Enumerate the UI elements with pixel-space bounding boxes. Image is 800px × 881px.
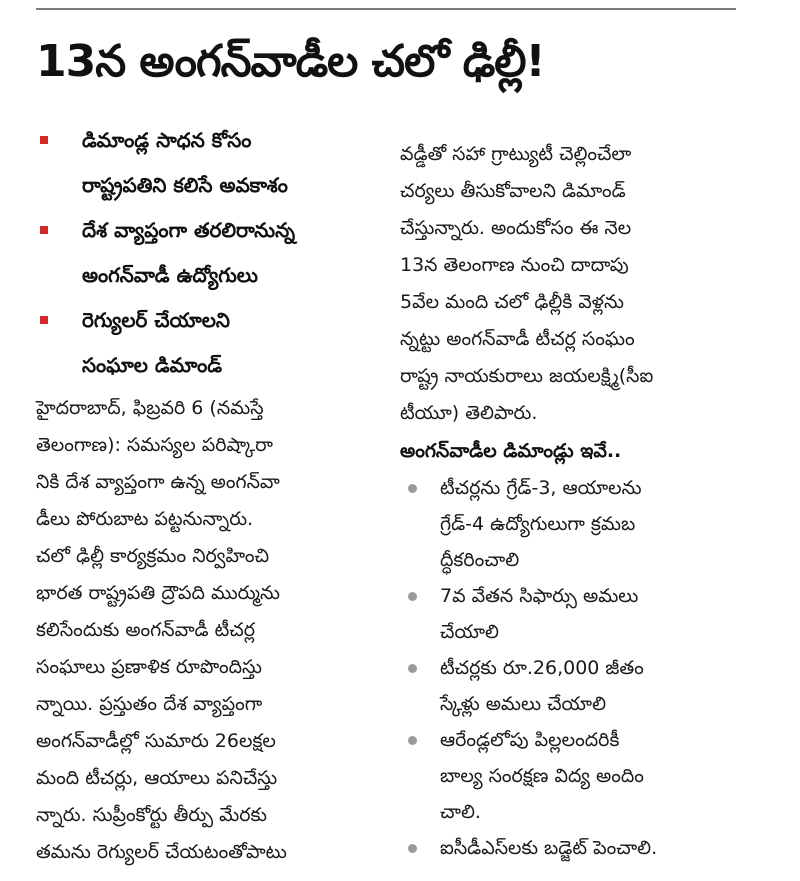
demand-line: ద్ధీకరించాలి [440, 549, 520, 571]
demand-line: చాలి. [440, 801, 481, 823]
demands-heading: అంగన్‌వాడీల డిమాండ్లు ఇవే.. [400, 440, 622, 462]
demand-line: గ్రేడ్‌-4 ఉద్యోగులుగా క్రమబ [440, 513, 636, 535]
demand-line: బాల్య సంరక్షణ విద్య అందిం [440, 765, 644, 787]
body-line: భారత రాష్ట్రపతి ద్రౌపది ముర్మును [36, 582, 280, 604]
highlight-line: రెగ్యులర్‌ చేయాలని [82, 308, 230, 332]
demand-line: ఐసీడీఎస్‌లకు బడ్జెట్‌ పెంచాలి. [440, 837, 658, 859]
body-line: హైదరాబాద్‌, ఫిబ్రవరి 6 (నమస్తే [36, 397, 264, 419]
highlight-item [36, 208, 386, 298]
highlight-item [36, 118, 386, 208]
body-line: టీయూ) తెలిపారు. [400, 402, 538, 424]
body-line: చేస్తున్నారు. అందుకోసం ఈ నెల [400, 217, 632, 239]
grey-dot-bullet-icon [408, 844, 417, 853]
demands-list [400, 470, 750, 866]
body-line: సంఘాలు ప్రణాళిక రూపొందిస్తు [36, 656, 262, 678]
demand-line: టీచర్లకు రూ.26,000 జీతం [440, 657, 644, 679]
demand-line: స్కేళ్లు అమలు చేయాలి [440, 693, 606, 715]
right-column [400, 136, 750, 866]
body-line: అంగన్‌వాడీల్లో సుమారు 26లక్షల [36, 730, 276, 752]
red-square-bullet-icon [40, 226, 48, 234]
demand-item [400, 830, 750, 866]
demand-line: 7వ వేతన సిఫార్సు అమలు [440, 585, 639, 607]
grey-dot-bullet-icon [408, 736, 417, 745]
demand-item [400, 578, 750, 650]
top-rule [36, 8, 736, 10]
highlight-line: సంఘాల డిమాండ్‌ [82, 353, 223, 377]
body-line: రాష్ట్ర నాయకురాలు జయలక్ష్మి(సీఐ [400, 365, 654, 387]
grey-dot-bullet-icon [408, 592, 417, 601]
demand-item [400, 650, 750, 722]
body-line: వడ్డీతో సహా గ్రాట్యుటీ చెల్లించేలా [400, 143, 632, 165]
body-line: 5వేల మంది చలో ఢిల్లీకి వెళ్లను [400, 291, 624, 313]
body-line: నికి దేశ వ్యాప్తంగా ఉన్న అంగన్‌వా [36, 471, 280, 493]
article-body-left [36, 390, 386, 871]
headline: 13న అంగన్‌వాడీల చలో ఢిల్లీ! [36, 36, 545, 87]
grey-dot-bullet-icon [408, 484, 417, 493]
body-line: న్నారు. సుప్రీంకోర్టు తీర్పు మేరకు [36, 804, 267, 826]
body-line: చర్యలు తీసుకోవాలని డిమాండ్‌ [400, 180, 626, 202]
demand-line: ఆరేండ్లలోపు పిల్లలందరికీ [440, 729, 620, 751]
highlights-list [36, 118, 386, 388]
highlight-line: దేశ వ్యాప్తంగా తరలిరానున్న [82, 218, 296, 242]
article-body-right [400, 136, 750, 432]
demand-item [400, 470, 750, 578]
highlight-line: రాష్ట్రపతిని కలిసే అవకాశం [82, 173, 288, 197]
body-line: న్నాయి. ప్రస్తుతం దేశ వ్యాప్తంగా [36, 693, 263, 715]
body-line: చలో ఢిల్లీ కార్యక్రమం నిర్వహించి [36, 545, 270, 567]
highlight-item [36, 298, 386, 388]
demand-line: చేయాలి [440, 621, 499, 643]
red-square-bullet-icon [40, 136, 48, 144]
highlight-line: డిమాండ్ల సాధన కోసం [82, 128, 252, 152]
highlight-line: అంగన్‌వాడీ ఉద్యోగులు [82, 263, 258, 287]
body-line: 13న తెలంగాణ నుంచి దాదాపు [400, 254, 629, 276]
body-line: తమను రెగ్యులర్‌ చేయటంతోపాటు [36, 841, 287, 863]
demand-line: టీచర్లను గ్రేడ్‌-3, ఆయాలను [440, 477, 642, 499]
demand-item [400, 722, 750, 830]
body-line: మంది టీచర్లు, ఆయాలు పనిచేస్తు [36, 767, 278, 789]
grey-dot-bullet-icon [408, 664, 417, 673]
red-square-bullet-icon [40, 316, 48, 324]
body-line: కలిసేందుకు అంగన్‌వాడీ టీచర్ల [36, 619, 255, 641]
left-column [36, 118, 386, 871]
body-line: తెలంగాణ): సమస్యల పరిష్కారా [36, 434, 273, 456]
body-line: డీలు పోరుబాట పట్టనున్నారు. [36, 508, 254, 530]
body-line: న్నట్టు అంగన్‌వాడీ టీచర్ల సంఘం [400, 328, 635, 350]
